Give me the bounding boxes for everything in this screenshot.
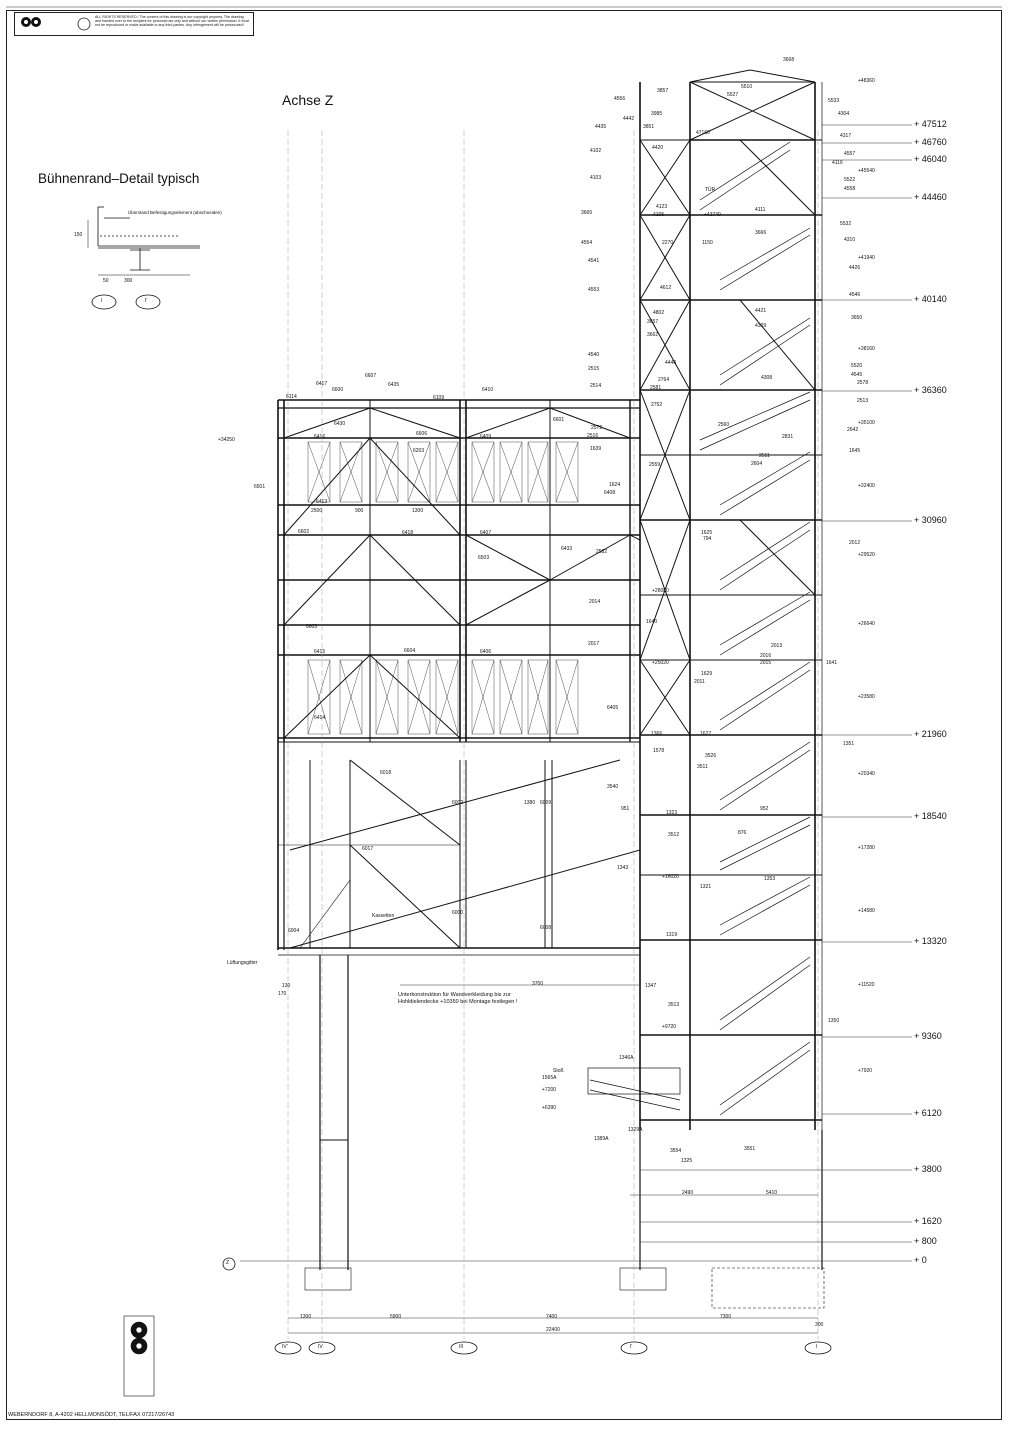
building-frame [278,400,640,742]
axis-label: I' [630,1344,633,1350]
part-number: 4310 [844,237,856,243]
part-number: 6603 [306,624,318,630]
level-label: + 30960 [914,515,947,525]
part-number: 2581 [650,385,662,391]
part-number: 4556 [614,96,626,102]
level-label: + 0 [914,1255,927,1265]
part-number: 2270 [662,240,674,246]
part-number: 6413 [316,499,328,505]
part-number: 1645 [849,448,861,454]
part-number: 6414 [314,715,326,721]
part-number: 2014 [589,599,601,605]
part-number: 1325 [681,1158,693,1164]
axis-label: III [459,1344,464,1350]
part-number: 6009 [540,800,552,806]
part-number: 6600 [332,387,344,393]
elevation-label: +29520 [858,552,875,558]
part-number: 130 [282,983,291,989]
elevation-label: +25020 [652,660,669,666]
part-number: 1329A [628,1127,643,1133]
part-number: 4541 [588,258,600,264]
part-number: 1300 [412,508,424,514]
part-number: 3700 [532,981,544,987]
part-number: 6430 [334,421,346,427]
part-number: 3526 [705,753,717,759]
part-number: 3985 [651,111,663,117]
part-number: 6018 [380,770,392,776]
part-number: 2490 [682,1190,694,1196]
elevation-label: +26640 [858,621,875,627]
part-number: 1319 [666,932,678,938]
level-label: + 47512 [914,119,947,129]
window-panels [308,442,578,734]
part-number: 6601 [553,417,565,423]
tower-structure [640,70,822,1130]
level-label: + 46760 [914,137,947,147]
part-number: 3857 [657,88,669,94]
part-number: 1346A [619,1055,634,1061]
elevation-label: +7200 [542,1087,557,1093]
part-number: 2572 [591,425,603,431]
part-number: 1640 [646,619,658,625]
axis-bubbles [223,1258,831,1354]
part-number: 3554 [670,1148,682,1154]
installation-note: Unterkonstruktion für Wandverkleidung bis zur Hohldielendecke +10350 bei Montage festlegen ! [398,992,518,1005]
part-number: 1351 [843,741,855,747]
level-lines [240,125,912,1261]
part-number: 6017 [362,846,374,852]
level-label: + 6120 [914,1108,942,1118]
part-number: 4558 [844,186,856,192]
part-number: 2016 [760,653,772,659]
part-number: 4116 [832,160,843,166]
part-number: 3662 [647,332,659,338]
level-label: + 13320 [914,936,947,946]
part-number: 1624 [609,482,621,488]
door-label: TÜR [705,187,716,193]
part-number: 6606 [416,431,428,437]
part-number: 2500 [311,508,323,514]
company-footer: WEBERNDORF 8, A-4202 HELLMONSÖDT, TEL/FAX 07217/26743 [8,1412,175,1418]
part-number: 6503 [478,555,490,561]
part-number: 900 [355,508,364,514]
part-number: 1627 [700,731,712,737]
part-number: 3666 [755,230,767,236]
lueftungsgitter-label: Lüftungsgitter [227,960,258,966]
part-number: 2514 [590,383,602,389]
copyright-header: ALL RIGHTS RESERVED / The content of this drawing is our copyright property. The drawing and handed over to the recipient for personal use only and without our written permission. It must not be reproduced or made available to any third parties. Any infringement will be prosecuted! [14,12,254,36]
elevation-label: +7920 [858,1068,873,1074]
company-stamp [124,1316,154,1396]
part-number: 2559 [649,462,661,468]
part-number: 4435 [595,124,607,130]
detail-axis-label: I [101,298,103,304]
elevation-label: +17280 [858,845,875,851]
part-number: 5527 [727,92,739,98]
detail-drawing [88,207,200,309]
dimension-label: 7300 [720,1314,732,1320]
part-number: 2764 [658,377,670,383]
level-label: + 21960 [914,729,947,739]
elevation-label: +41940 [858,255,875,261]
part-number: 3513 [668,1002,680,1008]
level-label: + 800 [914,1236,937,1246]
part-number: 47160 [696,130,710,136]
part-number: 1323 [666,810,678,816]
part-number: 3551 [744,1146,756,1152]
elevation-label: +32400 [858,483,875,489]
part-number: 6000 [452,910,464,916]
part-number: 6008 [540,925,552,931]
part-number: 6114 [286,394,297,400]
part-number: 5410 [766,1190,778,1196]
part-number: 6408 [604,490,616,496]
elevation-label: +43740 [704,212,721,218]
part-number: 3512 [668,832,680,838]
part-number: 4612 [660,285,672,291]
part-number: 2582 [596,549,608,555]
part-number: 2516 [587,433,599,439]
part-number: 1350 [828,1018,840,1024]
part-number: 4103 [590,175,602,181]
part-number: 5520 [851,363,863,369]
part-number: 1389A [594,1136,609,1142]
part-number: 1353 [764,876,776,882]
detail-bracket-label: Überstand Befestigungselement (abschneiden) [128,210,222,215]
part-number: 1629 [701,671,713,677]
part-number: 6405 [607,705,619,711]
level-label: + 36360 [914,385,947,395]
part-number: 3665 [581,210,593,216]
joint-label: Stoß [553,1068,564,1074]
part-number: 6604 [404,648,416,654]
dimension-label: 7400 [546,1314,558,1320]
part-number: 6410 [482,387,494,393]
part-number: 1380 [524,800,536,806]
part-number: 2752 [651,402,663,408]
part-number: 2511 [759,453,770,459]
part-number: 170 [278,991,287,997]
part-number: 951 [621,806,630,812]
part-number: 4102 [590,148,602,154]
part-number: 794 [703,536,712,542]
part-number: 2560 [718,422,730,428]
level-label: + 40140 [914,294,947,304]
detail-dimension: 150 [74,232,83,238]
part-number: 4421 [755,308,767,314]
part-number: 6417 [316,381,328,387]
part-number: 2642 [847,427,859,433]
axis-label: IV' [282,1344,288,1350]
part-number: 4317 [840,133,852,139]
elevation-label: +11520 [858,982,875,988]
part-number: 5532 [840,221,852,227]
part-number: 1150 [702,240,713,246]
part-number: 1343 [617,865,629,871]
level-label: + 3800 [914,1164,942,1174]
elevation-label: +45540 [858,168,875,174]
part-number: 2017 [588,641,600,647]
part-number: 4426 [849,265,861,271]
part-number: 2015 [760,660,772,666]
dimension-label: 22400 [546,1327,560,1333]
axis-label-z: Z [226,1260,230,1266]
level-label: + 9360 [914,1031,942,1041]
part-number: 3851 [643,124,655,130]
part-number: 6203 [413,448,425,454]
staircase [588,142,810,1115]
elevation-label: +28080 [652,588,669,594]
part-number: 2515 [588,366,600,372]
part-number: 4540 [588,352,600,358]
elevation-label: +16020 [662,874,679,880]
part-number: 1639 [590,446,602,452]
lower-building [278,742,824,1308]
part-number: 5533 [828,98,840,104]
part-number: 6407 [480,530,492,536]
part-number: 1565A [542,1075,557,1081]
elevation-label: +48360 [858,78,875,84]
part-number: 4308 [761,375,773,381]
part-number: 4111 [755,207,766,213]
level-label-left: +34250 [218,437,235,443]
part-number: 1578 [653,748,665,754]
part-number: 2011 [694,679,705,685]
part-number: 6435 [388,382,400,388]
part-number: 3540 [607,784,619,790]
part-number: 6602 [298,529,310,535]
elevation-label: +38160 [858,346,875,352]
part-number: 5510 [741,84,753,90]
level-label: + 1620 [914,1216,942,1226]
kassetten-label: Kassetten [372,913,395,919]
level-label: + 46040 [914,154,947,164]
part-number: 4553 [588,287,600,293]
part-number: 3657 [647,319,659,325]
part-number: 4440 [665,360,677,366]
part-number: 2513 [857,398,869,404]
elevation-label: +6390 [542,1105,557,1111]
elevation-label: +20340 [858,771,875,777]
level-label: + 44460 [914,192,947,202]
part-number: 1641 [826,660,838,666]
section-title: Achse Z [282,92,334,108]
part-number: 5522 [844,177,856,183]
part-number: 1366 [651,731,663,737]
part-number: 6409 [480,434,492,440]
part-number: 4123 [656,204,668,210]
part-number: 6607 [365,373,377,379]
dimension-lines [288,985,818,1333]
part-number: 2578 [857,380,869,386]
detail-title: Bühnenrand–Detail typisch [38,171,200,186]
part-number: 952 [760,806,769,812]
part-number: 2831 [782,434,794,440]
part-number: 1347 [645,983,657,989]
part-number: 1625 [701,530,713,536]
part-number: 2013 [771,643,783,649]
dimension-label: 1300 [300,1314,312,1320]
dimension-label: 5900 [390,1314,402,1320]
part-number: 2604 [751,461,763,467]
part-number: 4309 [755,323,767,329]
part-number: 4105 [653,212,665,218]
part-number: 1321 [700,884,712,890]
part-number: 4420 [652,145,664,151]
part-number: 6433 [561,546,573,552]
part-number: 876 [738,830,747,836]
level-label: + 18540 [914,811,947,821]
part-number: 3650 [851,315,863,321]
part-number: 4545 [851,372,863,378]
part-number: 4442 [623,116,635,122]
axis-label: IV [318,1344,323,1350]
part-number: 6002 [452,800,464,806]
part-number: 4304 [838,111,850,117]
detail-axis-label: I' [145,298,148,304]
elevation-label: +14580 [858,908,875,914]
part-number: 4554 [581,240,593,246]
part-number: 6004 [288,928,300,934]
detail-dimension: 50 [103,278,109,284]
part-number: 4557 [844,151,856,157]
part-number: 4802 [653,310,665,316]
part-number: 3668 [783,57,795,63]
part-number: 2012 [849,540,861,546]
part-number: 6406 [480,649,492,655]
elevation-label: +9720 [662,1024,677,1030]
axis-label: I [816,1344,818,1350]
part-number: 4546 [849,292,861,298]
part-number: 3511 [697,764,708,770]
detail-dimension: 300 [124,278,133,284]
part-number: 6418 [402,530,414,536]
part-number: 6501 [254,484,266,490]
part-number: 6109 [433,395,445,401]
company-logo [21,17,90,30]
elevation-label: +23580 [858,694,875,700]
part-number: 6415 [314,649,326,655]
dimension-label: 300 [815,1322,824,1328]
elevation-label: +35100 [858,420,875,426]
part-number: 6416 [314,434,326,440]
